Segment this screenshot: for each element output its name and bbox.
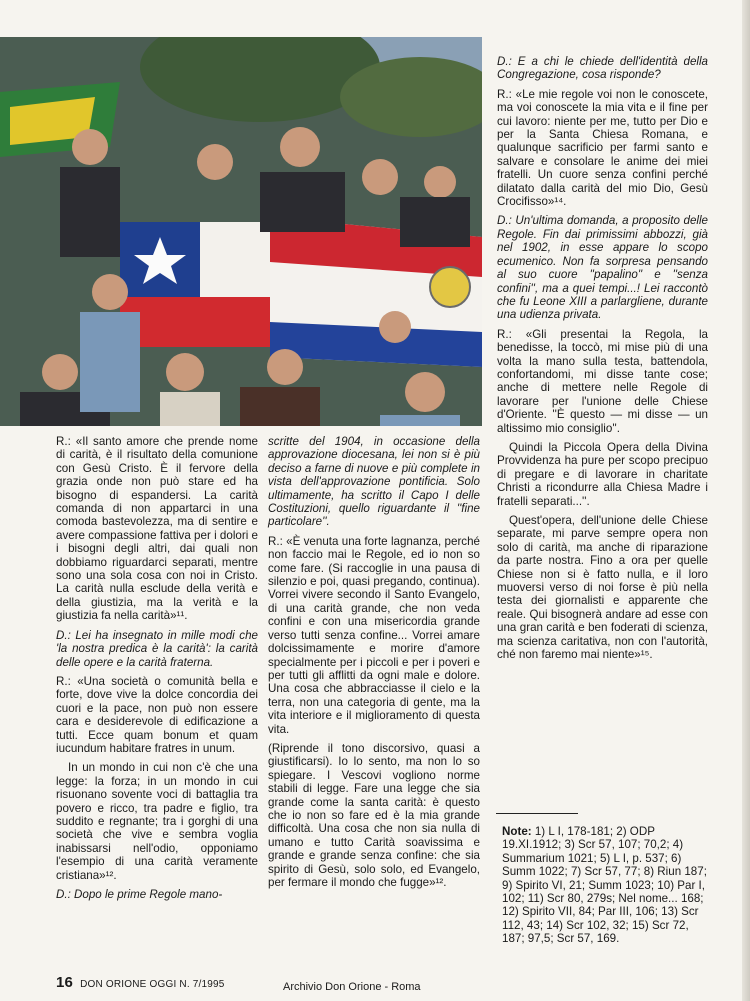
paragraph: Quest'opera, dell'unione delle Chiese separate, mi parve sempre opera non solo di carità, ma anche di riparazione da parte nostra. Fino a ora per quelle Chiese non si è fatto nulla, e il loro muoversi verso di noi forse è più nella testa dei giornalisti e apparente che reale. Qui bisognerà andare ad esse con una gran carità e ben foderati di scienza, ma scienza caritativa, non con l'autorità, ché non faremo mai niente»¹⁵. bbox=[497, 514, 708, 662]
article-column-3 bbox=[497, 55, 708, 667]
paragraph: R.: «Le mie regole voi non le conoscete, ma voi conoscete la mia vita e il fine per cui lavoro: niente per me, tutto per Dio e per la Santa Chiesa Romana, e qualunque sacrificio per farmi santo e salvare e consolare le anime dei miei fratelli. Un cuore senza confini perché dilatato dalla carità del mio Dio, Gesù Crocifisso»¹⁴. bbox=[497, 87, 708, 209]
question-paragraph: scritte del 1904, in occasione della approvazione diocesana, lei non si è più deciso a farne di nuove e più complete in vista dell'approvazione pontificia. Solo ultimamente, ha scritto il Capo I delle Costituzioni, quello riguardante il ''fine particolare''. bbox=[268, 435, 480, 529]
page-edge bbox=[742, 0, 750, 1001]
notes-text: 1) L I, 178-181; 2) ODP 19.XI.1912; 3) Scr 57, 107; 70,2; 4) Summarium 1021; 5) L I, p. 537; 6) Summ 1022; 7) Scr 57, 77; 8) Riun 187; 9) Spirito VI, 21; Summ 1023; 10) Par I, 102; 11) Scr 80, 279s; Nel nome... 168; 12) Spirito VII, 84; Par III, 106; 13) Scr 112, 43; 14) Scr 102, 32; 15) Scr 72, 187; 97,5; Scr 57, 169. bbox=[502, 825, 707, 946]
group-photo-illustration bbox=[0, 37, 482, 426]
question-paragraph: D.: Dopo le prime Regole mano- bbox=[56, 888, 223, 901]
group-photo bbox=[0, 37, 482, 426]
paragraph: R.: «È venuta una forte lagnanza, perché non faccio mai le Regole, ed io non so come fare. (Si raccoglie in una pausa di silenzio e poi, quasi pregando, continua). Vorrei vivere secondo il Santo Evangelo, di una carità grande, che non veda confini e con una misericordia grande verso tutti senza confine... Vorrei amare dolcissimamente e morire d'amore specialmente per i piccoli e per i poveri e per tutti gli afflitti da ogni male e dolore. Una cosa che abbracciasse il cielo e la terra, non una categoria di gente, ma la vita interiore e il miglioramento di questa vita. bbox=[268, 534, 480, 736]
paragraph: R.: «Una società o comunità bella e forte, dove vive la dolce concordia dei cuori e la pace, non può non essere cara e desiderevole di edificazione a tutti. Ecce quam bonum et quam iucundum habitare fratres in unum. bbox=[56, 674, 258, 755]
article-column-2 bbox=[268, 435, 480, 895]
paragraph: (Riprende il tono discorsivo, quasi a giustificarsi). Io lo sento, ma non lo so spiegare. I Vescovi vogliono norme stabili di legge. Fare una legge che sia grande come la santa carità: è questo che io non so fare ed è la mia grande difficoltà. Una cosa che non sia nulla di umano e tutto Carità soavissima e grande e grande senza confine: che sia spirito di Gesù, solo solo, ed Evangelo, per fermare il mondo che fugge»¹². bbox=[268, 741, 480, 889]
notes-label: Note: bbox=[502, 825, 532, 838]
archive-watermark: Archivio Don Orione - Roma bbox=[283, 981, 421, 993]
article-column-1 bbox=[56, 435, 258, 907]
publication-name: DON ORIONE OGGI N. 7/1995 bbox=[80, 979, 225, 990]
footnotes bbox=[502, 825, 710, 946]
paragraph: R.: «Il santo amore che prende nome di carità, è il risultato della comunione con Gesù Cristo. È il fervore della grazia onde non può stare ed ha bisogno di espandersi. La carità comanda di non appartarci in una comoda bastevolezza, ma di sentire e avere compassione fattiva per i dolori e i bisogni degli altri, dai quali non dobbiamo riguardarci separati, mentre sono una sola cosa con noi in Cristo. La carità nulla esclude della verità e della giustizia, ma la verità e la giustizia fa nella carità»¹¹. bbox=[56, 435, 258, 623]
page-number: 16 bbox=[56, 974, 74, 991]
paragraph: R.: «Gli presentai la Regola, la benedisse, la toccò, mi mise più di una volta la mano sulla testa, battendola, confortandomi, mi disse tante cose; anche di mettere nelle Regole di lavorare per l'unione delle Chiese d'Oriente. ''È questo — mi disse — un altissimo mio consiglio''. bbox=[497, 327, 708, 435]
paragraph: In un mondo in cui non c'è che una legge: la forza; in un mondo in cui risuonano sovente voci di battaglia tra povero e ricco, tra padre e figlio, tra suddito e regnante; tra i gorghi di una società che vive e sembra voglia inabissarsi nell'odio, opponiamo l'esempio di una carità veramente cristiana»¹². bbox=[56, 761, 258, 882]
page-footer bbox=[56, 974, 225, 991]
question-paragraph: D.: Un'ultima domanda, a proposito delle Regole. Fin dai primissimi abbozzi, già nel 1902, in esse appare lo scopo ecumenico. Non fa sorpresa pensando al suo cuore ''papalino'' e ''senza confini'', ma a quei tempi...! Lei raccontò che fu Leone XIII a parlargliene, durante una udienza privata. bbox=[497, 214, 708, 322]
question-paragraph: D.: E a chi le chiede dell'identità della Congregazione, cosa risponde? bbox=[497, 55, 708, 82]
paragraph: Quindi la Piccola Opera della Divina Provvidenza ha pure per scopo precipuo di pregare e di lavorare in charitate Christi a ricondurre alla Chiesa Madre i fratelli separati...''. bbox=[497, 440, 708, 508]
notes-divider bbox=[496, 813, 578, 814]
question-paragraph: D.: Lei ha insegnato in mille modi che 'la nostra predica è la carità': la carità delle opere e la carità fraterna. bbox=[56, 628, 258, 669]
